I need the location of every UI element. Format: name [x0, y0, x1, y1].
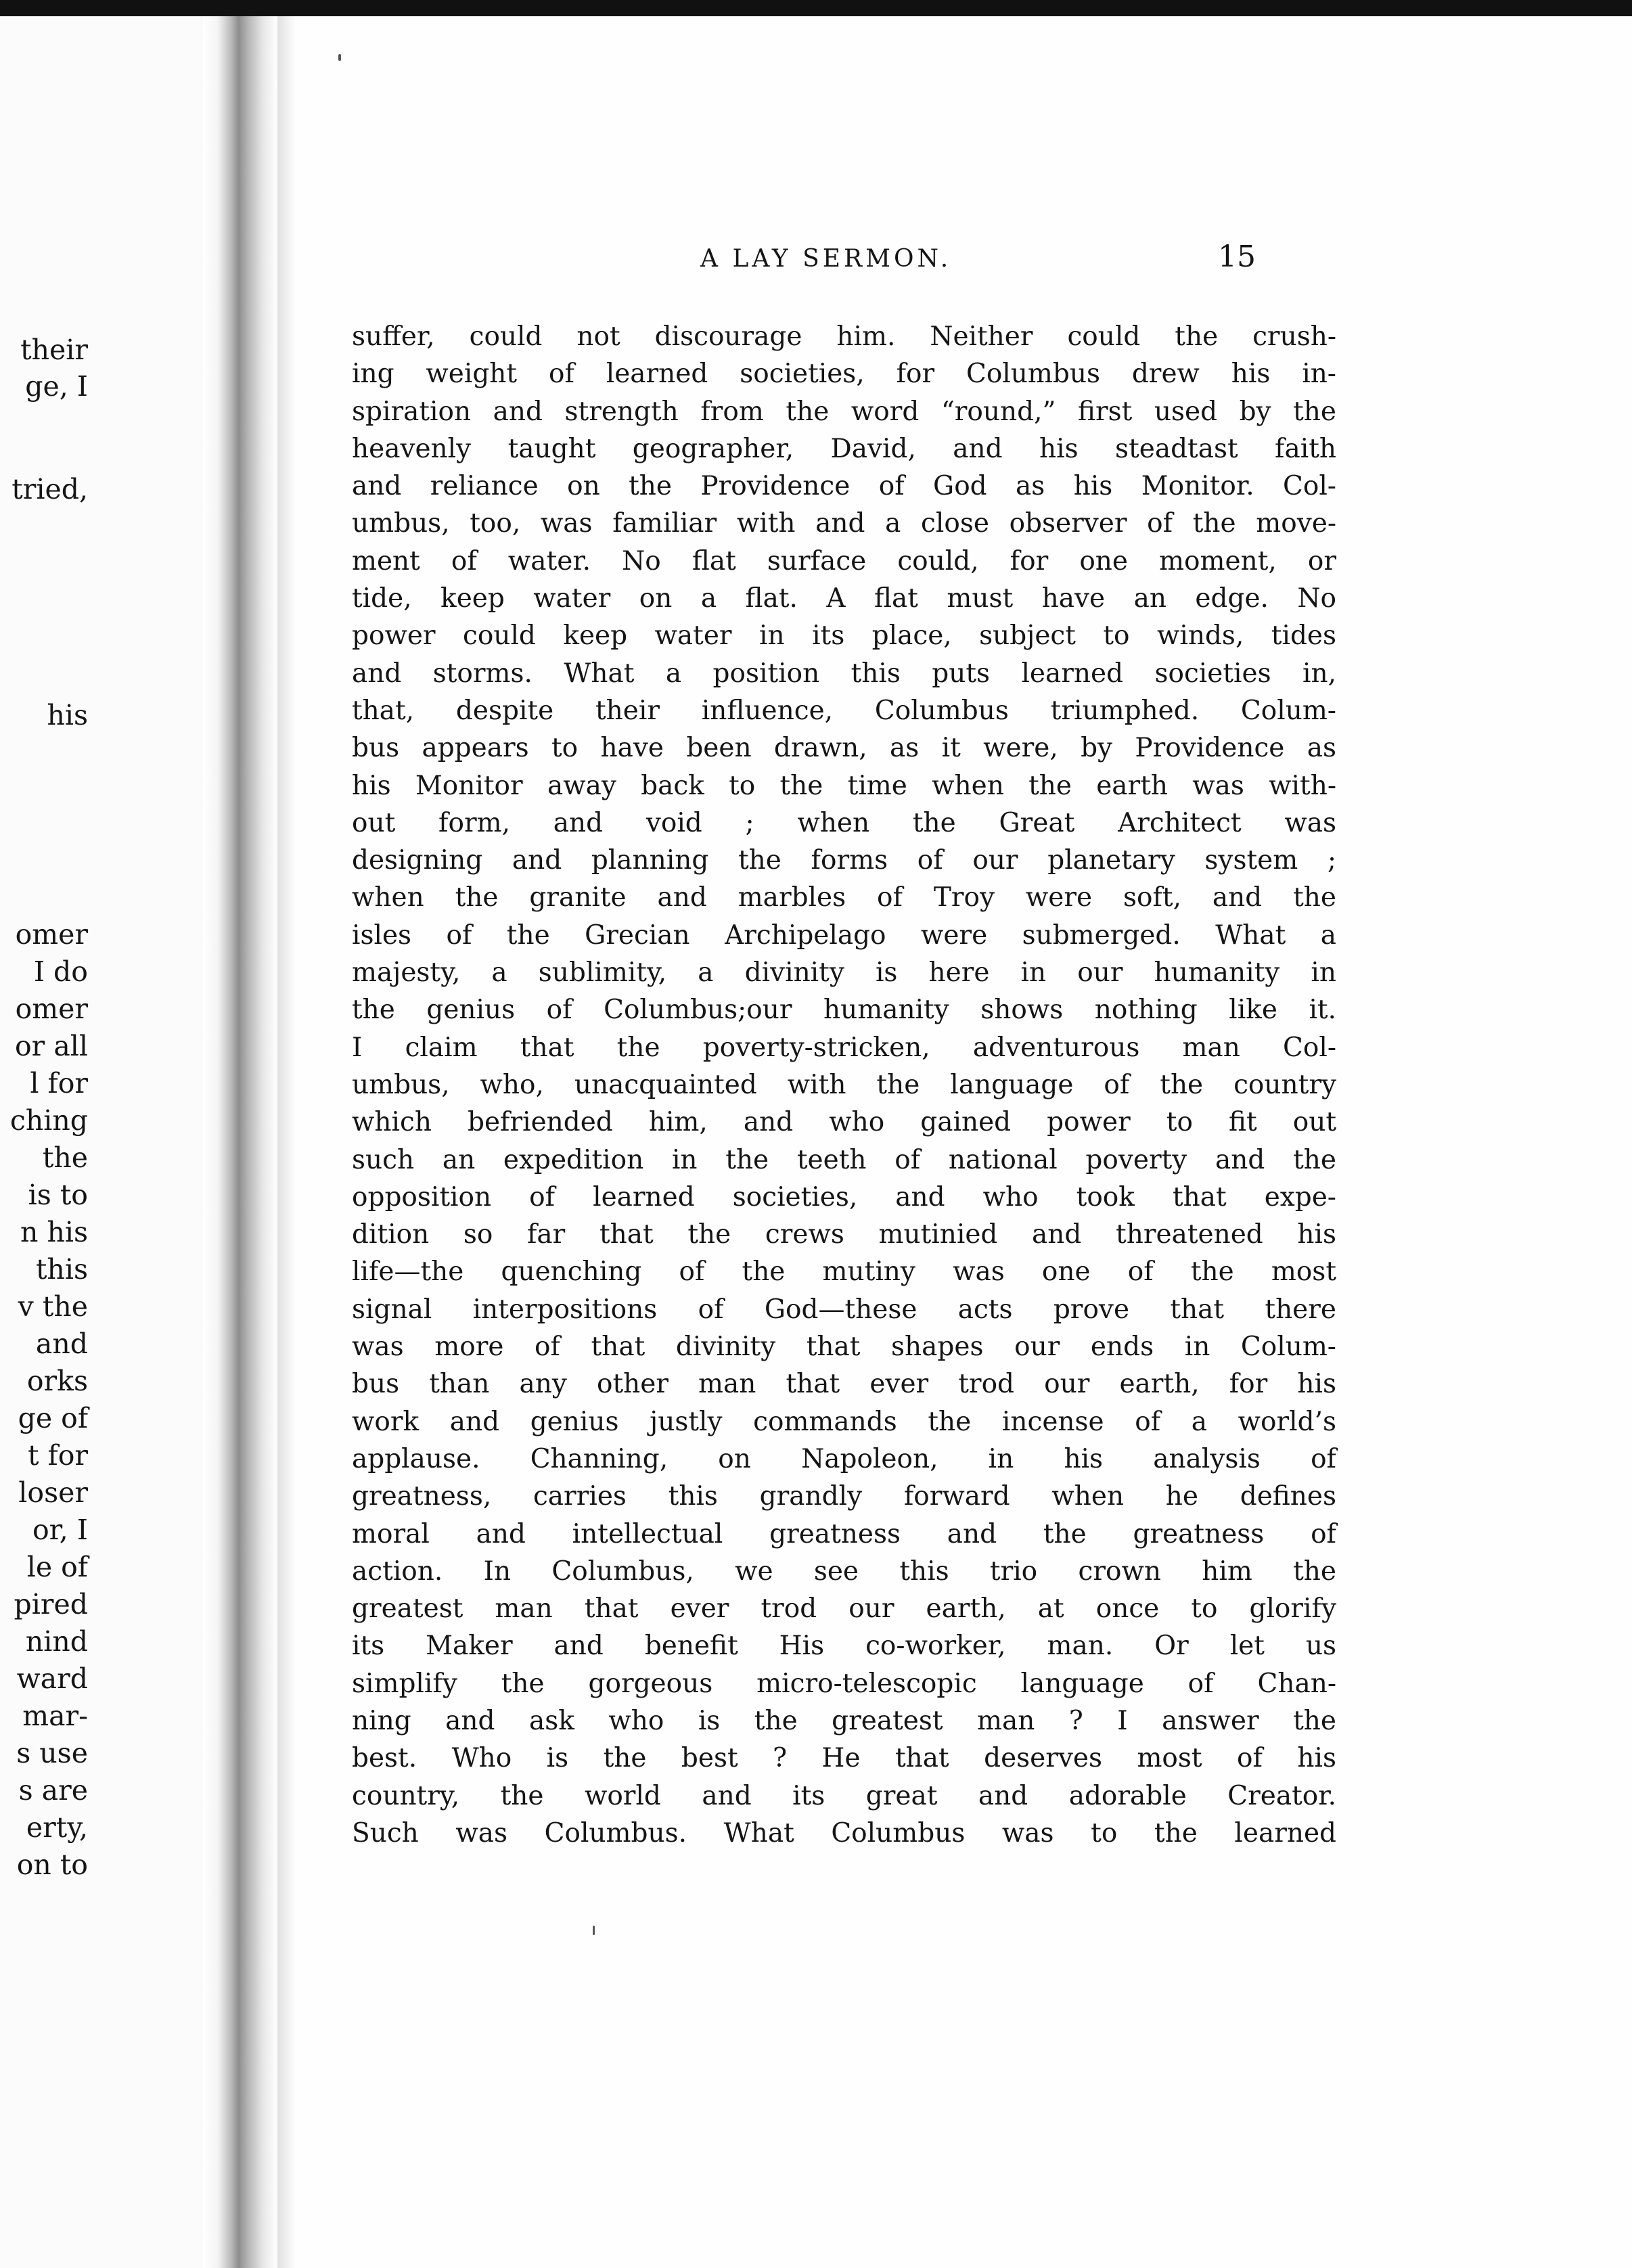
left-line: l for [30, 1067, 88, 1099]
scan-speck [338, 54, 341, 61]
text-line: moral and intellectual greatness and the greatness of [352, 1518, 1336, 1549]
text-line: such an expedition in the teeth of national poverty and the [352, 1144, 1336, 1175]
text-line: greatest man that ever trod our earth, at once to glorify [352, 1593, 1336, 1625]
gutter-shadow [277, 16, 296, 2268]
text-line: majesty, a sublimity, a divinity is here in our humanity in [352, 957, 1336, 989]
left-line: or all [15, 1030, 88, 1062]
text-line: when the granite and marbles of Troy were soft, and the [352, 882, 1336, 913]
text-line: was more of that divinity that shapes our ends in Colum- [352, 1332, 1336, 1363]
scan-speck [593, 1926, 595, 1935]
page-number: 15 [1218, 240, 1256, 274]
left-line: the [42, 1141, 88, 1174]
left-line: or, I [32, 1514, 88, 1546]
text-line: bus than any other man that ever trod our earth, for his [352, 1369, 1336, 1400]
left-line: on to [16, 1849, 88, 1881]
left-line: pired [14, 1588, 88, 1620]
left-line: orks [26, 1365, 88, 1397]
text-line: work and genius justly commands the incense of a world’s [352, 1406, 1336, 1437]
text-line: umbus, too, was familiar with and a close observer of the move- [352, 508, 1336, 539]
left-line: nind [25, 1625, 88, 1658]
text-line: ment of water. No flat surface could, for one moment, or [352, 545, 1336, 576]
left-line: erty, [26, 1811, 88, 1844]
text-line: suffer, could not discourage him. Neither could the crush- [352, 321, 1336, 352]
left-line: I do [33, 955, 88, 988]
text-line: designing and planning the forms of our planetary system ; [352, 845, 1336, 876]
text-line: heavenly taught geographer, David, and his steadtast faith [352, 433, 1336, 464]
left-line: ge, I [25, 370, 88, 403]
text-line: Such was Columbus. What Columbus was to the learned [352, 1817, 1336, 1849]
left-line: mar- [22, 1700, 88, 1732]
left-line: omer [15, 918, 88, 951]
text-line: ning and ask who is the greatest man ? I answer the [352, 1705, 1336, 1736]
text-line: which befriended him, and who gained power to fit out [352, 1107, 1336, 1138]
text-line: greatness, carries this grandly forward when he defines [352, 1481, 1336, 1512]
text-line: tide, keep water on a flat. A flat must have an edge. No [352, 583, 1336, 614]
text-line: spiration and strength from the word “round,” first used by the [352, 396, 1336, 427]
text-line: signal interpositions of God—these acts prove that there [352, 1294, 1336, 1325]
left-line: this [35, 1253, 88, 1286]
text-line: his Monitor away back to the time when the earth was with- [352, 770, 1336, 801]
left-line: ward [16, 1662, 88, 1695]
text-line: I claim that the poverty-stricken, adventurous man Col- [352, 1032, 1336, 1063]
left-line: le of [26, 1551, 88, 1583]
left-line: ching [9, 1104, 88, 1137]
text-line: simplify the gorgeous micro-telescopic language of Chan- [352, 1668, 1336, 1699]
text-line: and storms. What a position this puts learned societies in, [352, 658, 1336, 689]
text-line: the genius of Columbus;our humanity shows nothing like it. [352, 995, 1336, 1026]
left-line: tried, [12, 473, 88, 505]
left-line: s use [16, 1737, 88, 1769]
left-line: n his [20, 1216, 88, 1248]
left-line: their [20, 334, 88, 366]
text-line: that, despite their influence, Columbus triumphed. Colum- [352, 695, 1336, 726]
text-line: ing weight of learned societies, for Columbus drew his in- [352, 359, 1336, 390]
left-line: v the [18, 1290, 88, 1323]
left-line: t for [28, 1439, 88, 1472]
text-line: its Maker and benefit His co-worker, man. Or let us [352, 1631, 1336, 1662]
text-line: action. In Columbus, we see this trio crown him the [352, 1556, 1336, 1587]
text-line: life—the quenching of the mutiny was one of the most [352, 1256, 1336, 1288]
text-line: out form, and void ; when the Great Architect was [352, 807, 1336, 838]
left-line: omer [15, 993, 88, 1025]
book-gutter [203, 16, 277, 2268]
text-line: best. Who is the best ? He that deserves most of his [352, 1743, 1336, 1774]
text-line: applause. Channing, on Napoleon, in his analysis of [352, 1443, 1336, 1474]
left-line: his [47, 699, 88, 731]
text-line: dition so far that the crews mutinied and threatened his [352, 1219, 1336, 1250]
left-line: is to [28, 1179, 88, 1211]
running-header: A LAY SERMON. [700, 245, 952, 273]
left-line: ge of [18, 1402, 88, 1434]
scan-top-border [0, 0, 1632, 16]
text-line: isles of the Grecian Archipelago were submerged. What a [352, 920, 1336, 951]
body-text [352, 318, 1336, 1852]
text-line: power could keep water in its place, subject to winds, tides [352, 620, 1336, 652]
left-line: loser [18, 1476, 88, 1509]
left-page-fragment [0, 16, 203, 2268]
text-line: opposition of learned societies, and who took that expe- [352, 1181, 1336, 1212]
left-line: and [35, 1328, 88, 1360]
text-line: umbus, who, unacquainted with the language of the country [352, 1069, 1336, 1100]
left-line: s are [18, 1774, 88, 1807]
text-line: and reliance on the Providence of God as his Monitor. Col- [352, 471, 1336, 502]
text-line: bus appears to have been drawn, as it were, by Providence as [352, 733, 1336, 764]
text-line: country, the world and its great and adorable Creator. [352, 1780, 1336, 1811]
